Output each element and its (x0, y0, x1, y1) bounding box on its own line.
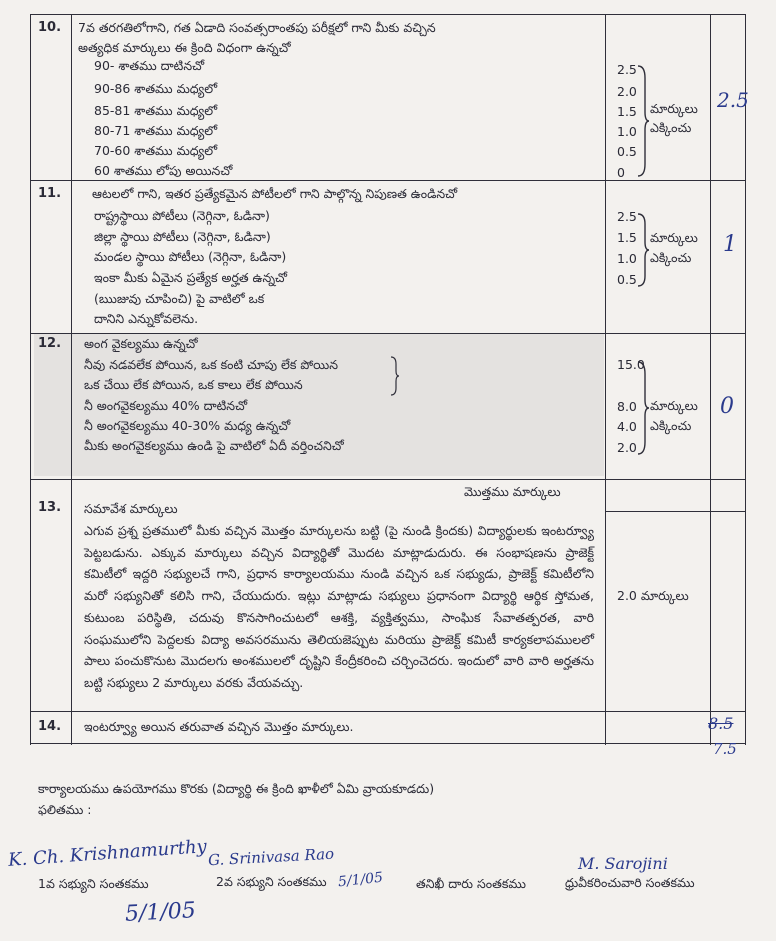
row-number: 12. (38, 336, 62, 351)
struck-score: 8.5 (708, 714, 734, 733)
mark-value: 2.0 (617, 440, 637, 455)
option-text: రాష్ట్రస్థాయి పోటీలు (నెగ్గినా, ఓడినా) (94, 208, 270, 223)
marks-unit-label: ఎక్కించు (650, 250, 692, 265)
question-text: ఇంటర్వ్యూ అయిన తరువాత వచ్చిన మొత్తం మార్కులు. (84, 719, 354, 734)
marks-unit-label: మార్కులు (650, 398, 698, 413)
signature-label: తనిఖీ దారు సంతకము (416, 876, 526, 891)
option-text: జిల్లా స్థాయి పోటీలు (నెగ్గినా, ఓడినా) (94, 229, 271, 244)
handwritten-signature: M. Sarojini (578, 854, 668, 873)
mark-value: 1.5 (617, 104, 637, 119)
curly-brace-icon (636, 360, 650, 456)
option-text: నీ అంగవైకల్యము 40% దాటినచో (84, 398, 248, 413)
mark-value: 0 (617, 165, 625, 180)
question-text: అంగ వైకల్యము ఉన్నచో (84, 336, 198, 351)
mark-value: 1.0 (617, 251, 637, 266)
mark-value: 0.5 (617, 144, 637, 159)
interview-paragraph: ఎగువ ప్రశ్న ప్రతములో మీకు వచ్చిన మొత్తం మార్కులను బట్టి (పై నుండి క్రిందకు) విద్యార్థులకు ఇంటర్వ్యూ పెట్టబడును. ఎక్కువ మార్కులు వచ్చిన విద్యార్థితో మొదట మాట్లాడుదురు. ఈ సంభాషణను ప్రాజెక్ట్ కమిటీలో ఇద్దరి సభ్యులచే గాని, ప్రధాన కార్యాలయము నుండి వచ్చిన ఒక సభ్యుడు, ప్రాజెక్ట్ కమిటీలోని మరో సభ్యునితో కలిసి గాని, చేయుదురు. ఇట్లు మాట్లాడు సభ్యులు ప్రధానంగా విద్యార్థి ఆర్థిక స్తోమత, కుటుంబ పరిస్థితి, చదువు కొనసాగించుటలో ఆశక్తి, వ్యక్తిత్వము, సాంఘిక సేవాతత్పరత, వారి సంఘములోని పెద్దలకు విద్యా అవసరమును తెలియజెప్పుట మరియు ప్రాజెక్ట్ కమిటీ కార్యకలాపములలో పాలు పంచుకొనుట మొదలగు అంశములలో దృష్టిని కేంద్రీకరించి చర్చించెదరు. ఇందులో వారి వారి అర్హతను బట్టి సభ్యులు 2 మార్కులు వరకు వేయవచ్చు. (84, 523, 594, 690)
option-text: నీవు నడవలేక పోయిన, ఒక కంటి చూపు లేక పోయిన (84, 357, 338, 372)
option-text: మండల స్థాయి పోటీలు (నెగ్గినా, ఓడినా) (94, 249, 287, 264)
mark-value: 2.5 (617, 62, 637, 77)
mark-value: 1.5 (617, 230, 637, 245)
marks-unit-label: ఎక్కించు (650, 120, 692, 135)
option-text: 85-81 శాతము మధ్యలో (94, 103, 218, 118)
final-score: 7.5 (713, 740, 737, 758)
option-text: దానిని ఎన్నుకోవలెను. (94, 311, 199, 326)
curly-brace-icon (636, 64, 650, 178)
option-text: (ఋజువు చూపించి) పై వాటిలో ఒక (94, 291, 265, 306)
curly-brace-icon (390, 356, 400, 396)
option-text: ఒక చేయి లేక పోయిన, ఒక కాలు లేక పోయిన (84, 377, 303, 392)
marks-unit-label: మార్కులు (650, 101, 698, 116)
total-marks-label: మొత్తము మార్కులు (464, 484, 561, 499)
section-heading: సమావేశ మార్కులు (84, 501, 178, 516)
row-number: 11. (38, 186, 62, 201)
mark-value: 15.0 (617, 357, 645, 372)
option-text: 70-60 శాతము మధ్యలో (94, 143, 218, 158)
option-text: 90- శాతము దాటినచో (94, 58, 205, 73)
marks-table (30, 14, 749, 745)
marks-unit-label: మార్కులు (650, 230, 698, 245)
mark-value: 2.5 (617, 209, 637, 224)
handwritten-date: 5/1/05 (124, 898, 197, 927)
option-text: ఇంకా మీకు ఏమైన ప్రత్యేక అర్హత ఉన్నచో (94, 270, 288, 285)
option-text: 90-86 శాతము మధ్యలో (94, 81, 218, 96)
question-text: అత్యధిక మార్కులు ఈ క్రింది విధంగా ఉన్నచో (78, 40, 291, 55)
handwritten-signature: G. Srinivasa Rao (207, 844, 335, 870)
signature-label: 1వ సభ్యుని సంతకము (38, 876, 149, 891)
option-text: మీకు అంగవైకల్యము ఉండి పై వాటిలో ఏదీ వర్తించనిచో (84, 438, 344, 453)
mark-value: 8.0 (617, 399, 637, 414)
mark-value: 2.0 (617, 84, 637, 99)
row-number: 13. (38, 500, 62, 515)
handwritten-date: 5/1/05 (337, 869, 384, 891)
option-text: 60 శాతము లోపు అయినచో (94, 163, 233, 178)
result-label: ఫలితము : (38, 802, 92, 817)
signature-label: ధ్రువీకరించువారి సంతకము (565, 875, 695, 890)
awarded-score: 0 (720, 394, 734, 419)
option-text: నీ అంగవైకల్యము 40-30% మధ్య ఉన్నచో (84, 418, 291, 433)
mark-value: 1.0 (617, 124, 637, 139)
question-text: 7వ తరగతిలోగాని, గత ఏడాది సంవత్సరాంతపు పరీక్షలో గాని మీకు వచ్చిన (78, 20, 436, 35)
mark-value: 4.0 (617, 419, 637, 434)
row-number: 14. (38, 719, 62, 734)
curly-brace-icon (636, 212, 650, 288)
question-text: ఆటలలో గాని, ఇతర ప్రత్యేకమైన పోటీలలో గాని పాల్గొన్న నిపుణత ఉండినచో (92, 186, 458, 201)
signature-label: 2వ సభ్యుని సంతకము (216, 874, 327, 889)
handwritten-signature: K. Ch. Krishnamurthy (7, 836, 208, 871)
mark-value: 0.5 (617, 272, 637, 287)
awarded-score: 1 (723, 232, 737, 257)
mark-value: 2.0 మార్కులు (617, 588, 689, 603)
option-text: 80-71 శాతము మధ్యలో (94, 123, 218, 138)
awarded-score: 2.5 (717, 88, 749, 112)
marks-unit-label: ఎక్కించు (650, 418, 692, 433)
row-number: 10. (38, 20, 62, 35)
office-use-note: కార్యాలయము ఉపయోగము కొరకు (విద్యార్థి ఈ క్రింది ఖాళీలో ఏమి వ్రాయకూడదు) (38, 781, 435, 796)
